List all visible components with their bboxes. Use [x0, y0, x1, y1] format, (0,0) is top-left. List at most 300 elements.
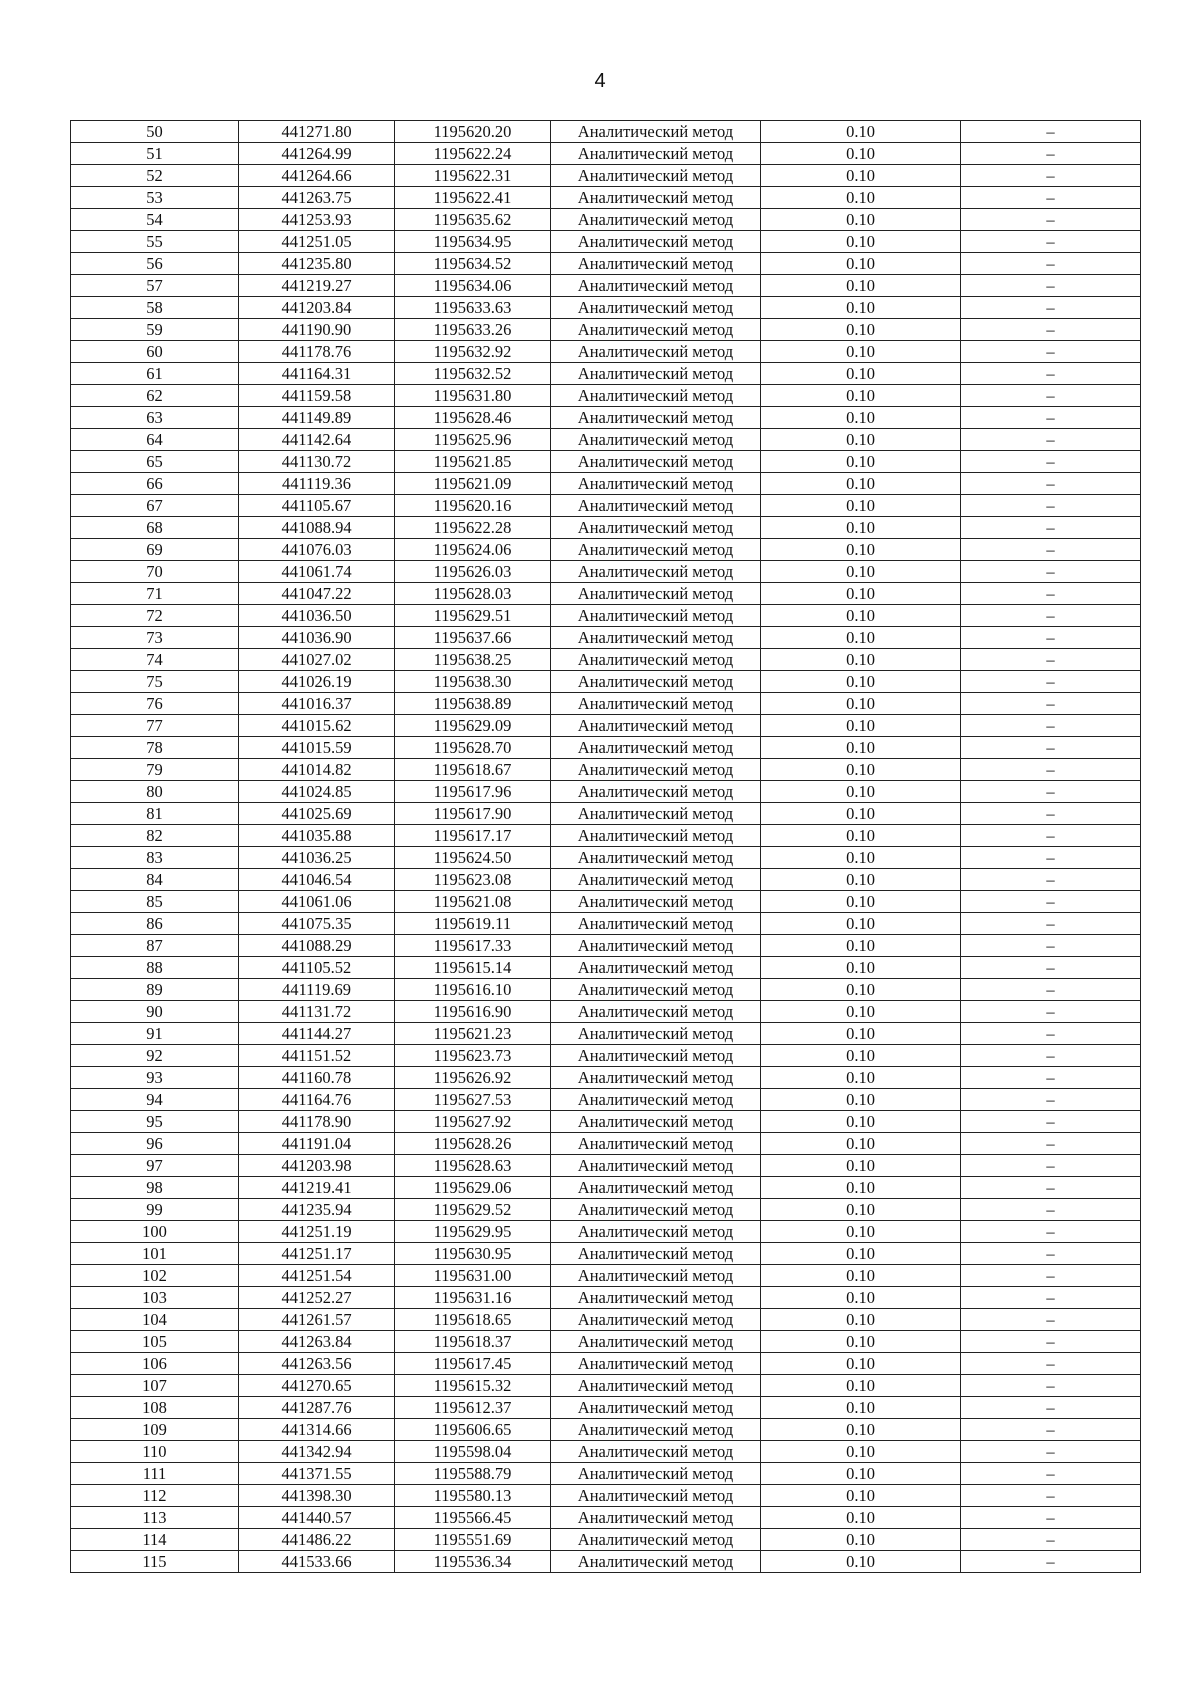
y-coordinate-cell: 1195624.06: [395, 539, 551, 561]
note-cell: –: [961, 1287, 1141, 1309]
point-number-cell: 105: [71, 1331, 239, 1353]
method-cell: Аналитический метод: [551, 1023, 761, 1045]
table-row: [71, 803, 1141, 825]
table-row: [71, 1463, 1141, 1485]
y-coordinate-cell: 1195634.95: [395, 231, 551, 253]
x-coordinate-cell: 441235.80: [239, 253, 395, 275]
x-coordinate-cell: 441235.94: [239, 1199, 395, 1221]
accuracy-cell: 0.10: [761, 1287, 961, 1309]
y-coordinate-cell: 1195588.79: [395, 1463, 551, 1485]
method-cell: Аналитический метод: [551, 517, 761, 539]
note-cell: –: [961, 1155, 1141, 1177]
note-cell: –: [961, 341, 1141, 363]
point-number-cell: 109: [71, 1419, 239, 1441]
table-row: [71, 121, 1141, 143]
y-coordinate-cell: 1195621.09: [395, 473, 551, 495]
method-cell: Аналитический метод: [551, 231, 761, 253]
x-coordinate-cell: 441160.78: [239, 1067, 395, 1089]
note-cell: –: [961, 1221, 1141, 1243]
table-row: [71, 781, 1141, 803]
point-number-cell: 99: [71, 1199, 239, 1221]
table-row: [71, 165, 1141, 187]
note-cell: –: [961, 1375, 1141, 1397]
table-row: [71, 671, 1141, 693]
method-cell: Аналитический метод: [551, 1331, 761, 1353]
accuracy-cell: 0.10: [761, 363, 961, 385]
method-cell: Аналитический метод: [551, 1155, 761, 1177]
x-coordinate-cell: 441088.94: [239, 517, 395, 539]
method-cell: Аналитический метод: [551, 847, 761, 869]
y-coordinate-cell: 1195628.63: [395, 1155, 551, 1177]
method-cell: Аналитический метод: [551, 1287, 761, 1309]
method-cell: Аналитический метод: [551, 1045, 761, 1067]
point-number-cell: 107: [71, 1375, 239, 1397]
note-cell: –: [961, 1045, 1141, 1067]
x-coordinate-cell: 441036.25: [239, 847, 395, 869]
note-cell: –: [961, 1177, 1141, 1199]
table-row: [71, 1529, 1141, 1551]
method-cell: Аналитический метод: [551, 495, 761, 517]
y-coordinate-cell: 1195631.00: [395, 1265, 551, 1287]
y-coordinate-cell: 1195627.53: [395, 1089, 551, 1111]
note-cell: –: [961, 825, 1141, 847]
x-coordinate-cell: 441203.98: [239, 1155, 395, 1177]
note-cell: –: [961, 957, 1141, 979]
note-cell: –: [961, 1243, 1141, 1265]
note-cell: –: [961, 187, 1141, 209]
table-row: [71, 385, 1141, 407]
note-cell: –: [961, 1331, 1141, 1353]
note-cell: –: [961, 605, 1141, 627]
note-cell: –: [961, 1089, 1141, 1111]
x-coordinate-cell: 441015.62: [239, 715, 395, 737]
accuracy-cell: 0.10: [761, 143, 961, 165]
accuracy-cell: 0.10: [761, 781, 961, 803]
point-number-cell: 79: [71, 759, 239, 781]
method-cell: Аналитический метод: [551, 583, 761, 605]
point-number-cell: 68: [71, 517, 239, 539]
note-cell: –: [961, 363, 1141, 385]
table-row: [71, 737, 1141, 759]
table-row: [71, 1375, 1141, 1397]
x-coordinate-cell: 441190.90: [239, 319, 395, 341]
table-row: [71, 1551, 1141, 1573]
table-row: [71, 1155, 1141, 1177]
point-number-cell: 78: [71, 737, 239, 759]
x-coordinate-cell: 441076.03: [239, 539, 395, 561]
accuracy-cell: 0.10: [761, 935, 961, 957]
table-row: [71, 1243, 1141, 1265]
point-number-cell: 80: [71, 781, 239, 803]
accuracy-cell: 0.10: [761, 913, 961, 935]
point-number-cell: 75: [71, 671, 239, 693]
x-coordinate-cell: 441203.84: [239, 297, 395, 319]
point-number-cell: 91: [71, 1023, 239, 1045]
point-number-cell: 101: [71, 1243, 239, 1265]
table-row: [71, 649, 1141, 671]
accuracy-cell: 0.10: [761, 517, 961, 539]
note-cell: –: [961, 1133, 1141, 1155]
x-coordinate-cell: 441398.30: [239, 1485, 395, 1507]
x-coordinate-cell: 441159.58: [239, 385, 395, 407]
accuracy-cell: 0.10: [761, 1243, 961, 1265]
table-row: [71, 1111, 1141, 1133]
accuracy-cell: 0.10: [761, 1199, 961, 1221]
note-cell: –: [961, 121, 1141, 143]
x-coordinate-cell: 441533.66: [239, 1551, 395, 1573]
point-number-cell: 114: [71, 1529, 239, 1551]
point-number-cell: 77: [71, 715, 239, 737]
method-cell: Аналитический метод: [551, 1265, 761, 1287]
y-coordinate-cell: 1195622.41: [395, 187, 551, 209]
y-coordinate-cell: 1195629.52: [395, 1199, 551, 1221]
y-coordinate-cell: 1195631.16: [395, 1287, 551, 1309]
note-cell: –: [961, 759, 1141, 781]
method-cell: Аналитический метод: [551, 1485, 761, 1507]
point-number-cell: 74: [71, 649, 239, 671]
method-cell: Аналитический метод: [551, 891, 761, 913]
x-coordinate-cell: 441151.52: [239, 1045, 395, 1067]
x-coordinate-cell: 441371.55: [239, 1463, 395, 1485]
accuracy-cell: 0.10: [761, 957, 961, 979]
x-coordinate-cell: 441061.74: [239, 561, 395, 583]
note-cell: –: [961, 1419, 1141, 1441]
y-coordinate-cell: 1195617.33: [395, 935, 551, 957]
y-coordinate-cell: 1195629.09: [395, 715, 551, 737]
method-cell: Аналитический метод: [551, 561, 761, 583]
note-cell: –: [961, 935, 1141, 957]
method-cell: Аналитический метод: [551, 407, 761, 429]
accuracy-cell: 0.10: [761, 121, 961, 143]
y-coordinate-cell: 1195637.66: [395, 627, 551, 649]
method-cell: Аналитический метод: [551, 297, 761, 319]
x-coordinate-cell: 441105.67: [239, 495, 395, 517]
table-row: [71, 231, 1141, 253]
table-row: [71, 253, 1141, 275]
note-cell: –: [961, 1551, 1141, 1573]
method-cell: Аналитический метод: [551, 693, 761, 715]
accuracy-cell: 0.10: [761, 649, 961, 671]
accuracy-cell: 0.10: [761, 1529, 961, 1551]
x-coordinate-cell: 441251.17: [239, 1243, 395, 1265]
x-coordinate-cell: 441270.65: [239, 1375, 395, 1397]
x-coordinate-cell: 441026.19: [239, 671, 395, 693]
table-row: [71, 495, 1141, 517]
point-number-cell: 55: [71, 231, 239, 253]
accuracy-cell: 0.10: [761, 1265, 961, 1287]
accuracy-cell: 0.10: [761, 1133, 961, 1155]
x-coordinate-cell: 441119.69: [239, 979, 395, 1001]
table-row: [71, 451, 1141, 473]
method-cell: Аналитический метод: [551, 341, 761, 363]
point-number-cell: 53: [71, 187, 239, 209]
accuracy-cell: 0.10: [761, 561, 961, 583]
method-cell: Аналитический метод: [551, 957, 761, 979]
point-number-cell: 70: [71, 561, 239, 583]
method-cell: Аналитический метод: [551, 979, 761, 1001]
accuracy-cell: 0.10: [761, 165, 961, 187]
note-cell: –: [961, 1265, 1141, 1287]
note-cell: –: [961, 165, 1141, 187]
point-number-cell: 63: [71, 407, 239, 429]
accuracy-cell: 0.10: [761, 1155, 961, 1177]
accuracy-cell: 0.10: [761, 715, 961, 737]
table-row: [71, 1353, 1141, 1375]
note-cell: –: [961, 847, 1141, 869]
point-number-cell: 113: [71, 1507, 239, 1529]
accuracy-cell: 0.10: [761, 583, 961, 605]
table-row: [71, 539, 1141, 561]
method-cell: Аналитический метод: [551, 539, 761, 561]
note-cell: –: [961, 671, 1141, 693]
note-cell: –: [961, 1529, 1141, 1551]
accuracy-cell: 0.10: [761, 539, 961, 561]
method-cell: Аналитический метод: [551, 143, 761, 165]
note-cell: –: [961, 649, 1141, 671]
accuracy-cell: 0.10: [761, 319, 961, 341]
note-cell: –: [961, 627, 1141, 649]
table-row: [71, 1485, 1141, 1507]
y-coordinate-cell: 1195622.28: [395, 517, 551, 539]
point-number-cell: 85: [71, 891, 239, 913]
y-coordinate-cell: 1195629.95: [395, 1221, 551, 1243]
note-cell: –: [961, 1507, 1141, 1529]
point-number-cell: 108: [71, 1397, 239, 1419]
method-cell: Аналитический метод: [551, 1419, 761, 1441]
accuracy-cell: 0.10: [761, 253, 961, 275]
note-cell: –: [961, 913, 1141, 935]
point-number-cell: 60: [71, 341, 239, 363]
note-cell: –: [961, 1023, 1141, 1045]
method-cell: Аналитический метод: [551, 759, 761, 781]
point-number-cell: 90: [71, 1001, 239, 1023]
note-cell: –: [961, 1463, 1141, 1485]
point-number-cell: 86: [71, 913, 239, 935]
x-coordinate-cell: 441178.90: [239, 1111, 395, 1133]
x-coordinate-cell: 441251.05: [239, 231, 395, 253]
accuracy-cell: 0.10: [761, 759, 961, 781]
y-coordinate-cell: 1195626.03: [395, 561, 551, 583]
accuracy-cell: 0.10: [761, 1309, 961, 1331]
point-number-cell: 102: [71, 1265, 239, 1287]
x-coordinate-cell: 441252.27: [239, 1287, 395, 1309]
point-number-cell: 87: [71, 935, 239, 957]
accuracy-cell: 0.10: [761, 385, 961, 407]
y-coordinate-cell: 1195621.23: [395, 1023, 551, 1045]
y-coordinate-cell: 1195551.69: [395, 1529, 551, 1551]
table-row: [71, 1067, 1141, 1089]
accuracy-cell: 0.10: [761, 891, 961, 913]
method-cell: Аналитический метод: [551, 715, 761, 737]
accuracy-cell: 0.10: [761, 1001, 961, 1023]
note-cell: –: [961, 1485, 1141, 1507]
note-cell: –: [961, 1111, 1141, 1133]
point-number-cell: 61: [71, 363, 239, 385]
note-cell: –: [961, 781, 1141, 803]
y-coordinate-cell: 1195598.04: [395, 1441, 551, 1463]
table-row: [71, 759, 1141, 781]
x-coordinate-cell: 441105.52: [239, 957, 395, 979]
coordinates-table-body: [71, 121, 1141, 1573]
note-cell: –: [961, 209, 1141, 231]
accuracy-cell: 0.10: [761, 1353, 961, 1375]
accuracy-cell: 0.10: [761, 1023, 961, 1045]
table-row: [71, 1177, 1141, 1199]
method-cell: Аналитический метод: [551, 825, 761, 847]
table-row: [71, 407, 1141, 429]
x-coordinate-cell: 441025.69: [239, 803, 395, 825]
table-row: [71, 1287, 1141, 1309]
table-row: [71, 935, 1141, 957]
table-row: [71, 1221, 1141, 1243]
table-row: [71, 209, 1141, 231]
point-number-cell: 97: [71, 1155, 239, 1177]
x-coordinate-cell: 441219.27: [239, 275, 395, 297]
accuracy-cell: 0.10: [761, 1177, 961, 1199]
table-row: [71, 605, 1141, 627]
table-row: [71, 627, 1141, 649]
x-coordinate-cell: 441486.22: [239, 1529, 395, 1551]
point-number-cell: 52: [71, 165, 239, 187]
accuracy-cell: 0.10: [761, 231, 961, 253]
point-number-cell: 73: [71, 627, 239, 649]
y-coordinate-cell: 1195633.63: [395, 297, 551, 319]
x-coordinate-cell: 441164.76: [239, 1089, 395, 1111]
x-coordinate-cell: 441251.54: [239, 1265, 395, 1287]
x-coordinate-cell: 441047.22: [239, 583, 395, 605]
method-cell: Аналитический метод: [551, 1067, 761, 1089]
y-coordinate-cell: 1195621.85: [395, 451, 551, 473]
y-coordinate-cell: 1195628.70: [395, 737, 551, 759]
table-row: [71, 429, 1141, 451]
table-row: [71, 913, 1141, 935]
method-cell: Аналитический метод: [551, 627, 761, 649]
y-coordinate-cell: 1195616.90: [395, 1001, 551, 1023]
y-coordinate-cell: 1195616.10: [395, 979, 551, 1001]
point-number-cell: 103: [71, 1287, 239, 1309]
y-coordinate-cell: 1195617.96: [395, 781, 551, 803]
accuracy-cell: 0.10: [761, 473, 961, 495]
note-cell: –: [961, 385, 1141, 407]
method-cell: Аналитический метод: [551, 1529, 761, 1551]
accuracy-cell: 0.10: [761, 1551, 961, 1573]
method-cell: Аналитический метод: [551, 187, 761, 209]
y-coordinate-cell: 1195626.92: [395, 1067, 551, 1089]
table-row: [71, 1309, 1141, 1331]
table-row: [71, 957, 1141, 979]
method-cell: Аналитический метод: [551, 385, 761, 407]
point-number-cell: 64: [71, 429, 239, 451]
note-cell: –: [961, 1199, 1141, 1221]
x-coordinate-cell: 441263.56: [239, 1353, 395, 1375]
note-cell: –: [961, 539, 1141, 561]
y-coordinate-cell: 1195624.50: [395, 847, 551, 869]
note-cell: –: [961, 693, 1141, 715]
point-number-cell: 62: [71, 385, 239, 407]
table-row: [71, 693, 1141, 715]
y-coordinate-cell: 1195612.37: [395, 1397, 551, 1419]
note-cell: –: [961, 297, 1141, 319]
method-cell: Аналитический метод: [551, 1177, 761, 1199]
table-row: [71, 891, 1141, 913]
x-coordinate-cell: 441251.19: [239, 1221, 395, 1243]
method-cell: Аналитический метод: [551, 1441, 761, 1463]
note-cell: –: [961, 1001, 1141, 1023]
table-row: [71, 1023, 1141, 1045]
method-cell: Аналитический метод: [551, 275, 761, 297]
x-coordinate-cell: 441024.85: [239, 781, 395, 803]
method-cell: Аналитический метод: [551, 121, 761, 143]
point-number-cell: 82: [71, 825, 239, 847]
note-cell: –: [961, 583, 1141, 605]
y-coordinate-cell: 1195629.51: [395, 605, 551, 627]
note-cell: –: [961, 275, 1141, 297]
note-cell: –: [961, 869, 1141, 891]
y-coordinate-cell: 1195617.45: [395, 1353, 551, 1375]
accuracy-cell: 0.10: [761, 737, 961, 759]
note-cell: –: [961, 1353, 1141, 1375]
method-cell: Аналитический метод: [551, 803, 761, 825]
method-cell: Аналитический метод: [551, 1309, 761, 1331]
accuracy-cell: 0.10: [761, 1485, 961, 1507]
point-number-cell: 66: [71, 473, 239, 495]
note-cell: –: [961, 1309, 1141, 1331]
x-coordinate-cell: 441263.84: [239, 1331, 395, 1353]
accuracy-cell: 0.10: [761, 627, 961, 649]
method-cell: Аналитический метод: [551, 737, 761, 759]
accuracy-cell: 0.10: [761, 297, 961, 319]
table-row: [71, 275, 1141, 297]
y-coordinate-cell: 1195619.11: [395, 913, 551, 935]
note-cell: –: [961, 143, 1141, 165]
y-coordinate-cell: 1195618.65: [395, 1309, 551, 1331]
accuracy-cell: 0.10: [761, 605, 961, 627]
table-row: [71, 517, 1141, 539]
x-coordinate-cell: 441264.66: [239, 165, 395, 187]
accuracy-cell: 0.10: [761, 671, 961, 693]
y-coordinate-cell: 1195615.14: [395, 957, 551, 979]
y-coordinate-cell: 1195628.46: [395, 407, 551, 429]
method-cell: Аналитический метод: [551, 1397, 761, 1419]
point-number-cell: 106: [71, 1353, 239, 1375]
y-coordinate-cell: 1195620.20: [395, 121, 551, 143]
point-number-cell: 96: [71, 1133, 239, 1155]
x-coordinate-cell: 441016.37: [239, 693, 395, 715]
x-coordinate-cell: 441264.99: [239, 143, 395, 165]
accuracy-cell: 0.10: [761, 1331, 961, 1353]
x-coordinate-cell: 441144.27: [239, 1023, 395, 1045]
point-number-cell: 67: [71, 495, 239, 517]
accuracy-cell: 0.10: [761, 979, 961, 1001]
coordinates-table: [70, 120, 1141, 1573]
method-cell: Аналитический метод: [551, 1551, 761, 1573]
note-cell: –: [961, 1441, 1141, 1463]
accuracy-cell: 0.10: [761, 1221, 961, 1243]
method-cell: Аналитический метод: [551, 605, 761, 627]
accuracy-cell: 0.10: [761, 187, 961, 209]
table-row: [71, 1441, 1141, 1463]
x-coordinate-cell: 441314.66: [239, 1419, 395, 1441]
point-number-cell: 56: [71, 253, 239, 275]
accuracy-cell: 0.10: [761, 1419, 961, 1441]
note-cell: –: [961, 407, 1141, 429]
y-coordinate-cell: 1195635.62: [395, 209, 551, 231]
accuracy-cell: 0.10: [761, 693, 961, 715]
y-coordinate-cell: 1195633.26: [395, 319, 551, 341]
y-coordinate-cell: 1195627.92: [395, 1111, 551, 1133]
y-coordinate-cell: 1195629.06: [395, 1177, 551, 1199]
x-coordinate-cell: 441088.29: [239, 935, 395, 957]
